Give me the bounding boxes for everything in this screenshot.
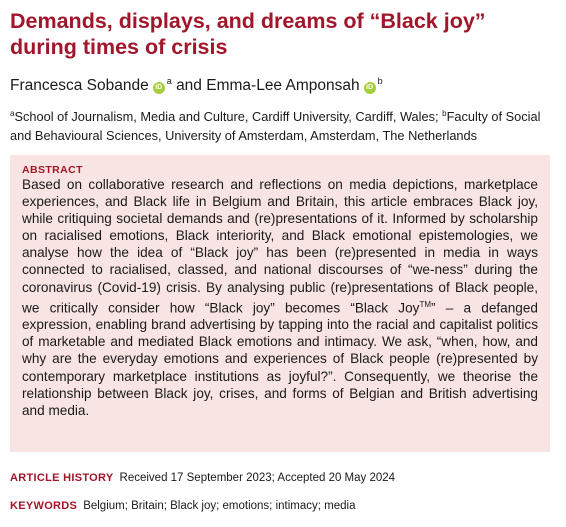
article-history-label: ARTICLE HISTORY: [10, 472, 114, 484]
affiliation-mark: b: [442, 109, 447, 118]
author-name[interactable]: Francesca Sobande: [10, 77, 149, 94]
orcid-icon[interactable]: iD: [153, 82, 165, 94]
affiliation-mark: a: [166, 76, 172, 86]
keywords: [10, 498, 355, 514]
abstract-heading: ABSTRACT: [22, 164, 83, 176]
article-history: [10, 470, 395, 486]
affiliation-text: School of Journalism, Media and Culture, Cardiff University, Cardiff, Wales;: [14, 109, 443, 124]
trademark-mark: TM: [419, 299, 432, 309]
affiliation-mark: b: [377, 76, 383, 86]
affiliation-mark: a: [10, 109, 15, 118]
abstract-text-part: Based on collaborative research and reflections on media depictions, marketplace experiences, and Black life in Belgium and Britain, this article embraces Black joy, while critiquing societal demands and (re)presentations of it. Informed by scholarship on racialised emotions, Black interiority, and Black emotional epistemologies, we analyse how the idea of “Black joy” has been (re)presented in media in ways connected to racialised, classed, and national discourses of “we-ness” during the coronavirus (Covid-19) crisis. By analysing public (re)presentations of Black people, we critically consider how “Black joy” becomes “Black Joy: [22, 177, 538, 316]
author-name[interactable]: Emma-Lee Amponsah: [206, 77, 360, 94]
keywords-label: KEYWORDS: [10, 500, 78, 512]
abstract-text: [22, 176, 538, 419]
orcid-icon[interactable]: iD: [364, 82, 376, 94]
affiliations: [10, 104, 558, 145]
abstract-text-part: ” – a defanged expression, enabling brand advertising by tapping into the racial and capitalist politics of marketable and mediated Black emotions and intimacy. We ask, “when, how, and why are the everyday emotions and experiences of Black people (re)presented by contemporary marketplace institutions as joyful?”. Consequently, we theorise the relationship between Black joy, crises, and forms of Belgian and British advertising and media.: [22, 300, 538, 418]
abstract-box: [10, 155, 550, 452]
keywords-text: Belgium; Britain; Black joy; emotions; intimacy; media: [83, 500, 356, 512]
article-title: Demands, displays, and dreams of “Black joy” during times of crisis: [10, 9, 486, 59]
author-separator: and: [176, 77, 202, 94]
author-list: [10, 71, 383, 96]
affiliation-text: Faculty of Social and Behavioural Sciences, University of Amsterdam, Amsterdam, The Netherlands: [10, 109, 541, 143]
article-history-text: Received 17 September 2023; Accepted 20 May 2024: [119, 472, 396, 484]
